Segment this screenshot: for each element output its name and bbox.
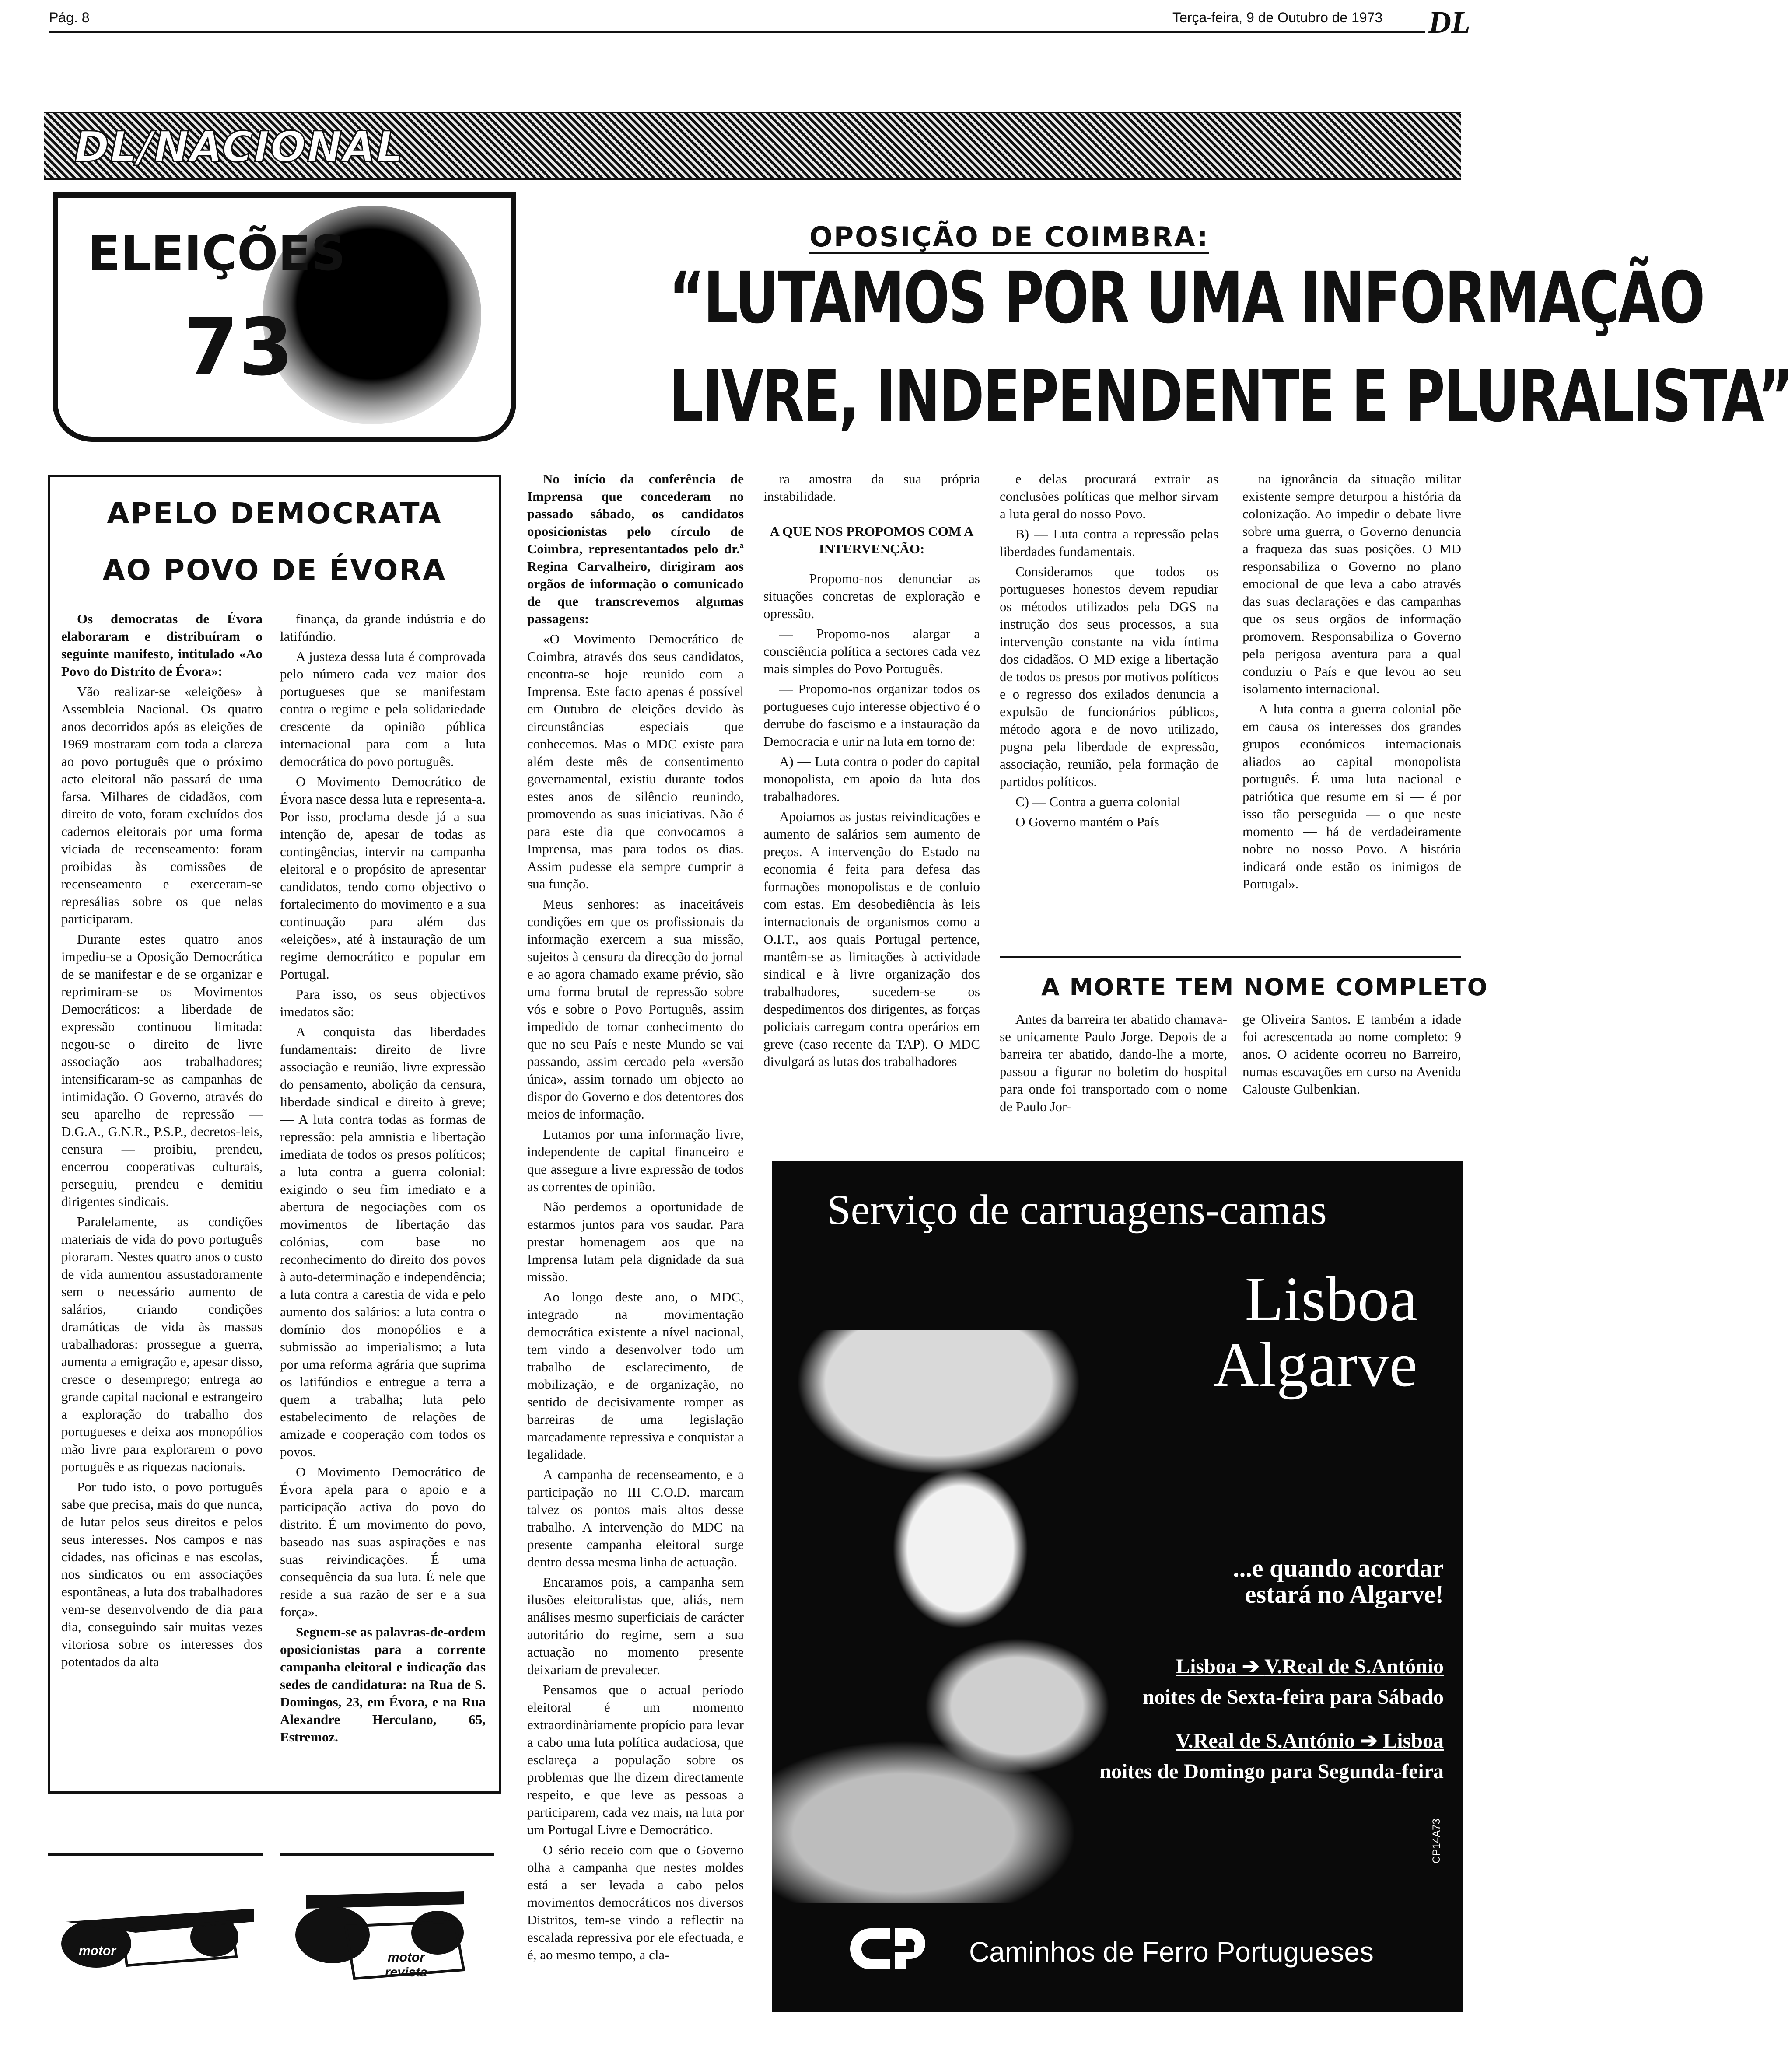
story-column-3: [1000, 470, 1218, 943]
race-car-icon: [280, 1856, 494, 2005]
motor-label: motor: [79, 1944, 116, 1958]
paragraph: Lutamos por uma informação livre, independente de capital financeiro e que assegure a livre expressão de todos as correntes de opinião.: [527, 1126, 744, 1194]
brief-paragraph-2: ge Oliveira Santos. E também a idade foi acrescentada ao nome completo: 9 anos. O acidente ocorreu no Barreiro, numas escavações em curso na Avenida Calouste Gulbenkian.: [1242, 1011, 1461, 1097]
motor-word: motor: [387, 1950, 425, 1965]
arrow-right-icon: ➔: [1355, 1729, 1383, 1752]
issue-date: Terça-feira, 9 de Outubro de 1973: [1172, 10, 1383, 25]
paragraph: A justeza dessa luta é comprovada pelo número cada vez maior dos portugueses que se manifestam contra o regime e pela solidariedade crescente da opinião pública internacional para com a luta democrática do povo português.: [280, 649, 486, 769]
paragraph: Durante estes quatro anos impediu-se a Oposição Democrática de se manifestar e de se organizar e reprimiram-se os Movimentos Democráticos: a liberdade de expressão continuou limitada: negou-se o direito de livre associação aos trabalhadores; intensificaram-se as campanhas de intimidação. O Governo, através do seu aparelho de repressão — D.G.A., G.N.R., P.S.P., decretos-leis, censura — proibiu, prendeu, encerrou cooperativas culturais, perseguiu, prendeu e demitiu dirigentes sindicais.: [61, 931, 262, 1209]
paragraph: na ignorância da situação militar existente sempre deturpou a história da colonização. Ao impedir o debate livre sobre uma guerra, o Governo denuncia a fraqueza das suas posições. O MD responsabiliza o Governo no plano emocional de que leva a cabo através das suas declarações e das campanhas que os seus orgãos de informação promovem. Responsabiliza o Governo pela perigosa aventura para a qual conduziu o País e que levou ao seu isolamento internacional.: [1242, 471, 1461, 696]
paragraph: Por tudo isto, o povo português sabe que precisa, mais do que nunca, de lutar pelos seus direitos e pelos seus interesses. Nos campos e nas cidades, nas oficinas e nas escolas, nos sindicatos ou em associações espontâneas, a luta dos trabalhadores vem-se desenvolvendo de dia para dia, conseguindo sair muitas vezes vitoriosa sobre os interesses dos potentados da alta: [61, 1479, 262, 1669]
brief-column-2: [1242, 1011, 1461, 1142]
revista-word: revista: [385, 1965, 427, 1979]
ad-photo: [772, 1330, 1210, 1903]
story-column-1: [527, 470, 744, 2008]
paragraph: A) — Luta contra o poder do capital monopolista, em apoio da luta dos trabalhadores.: [763, 754, 980, 804]
headline-line-1: “LUTAMOS POR UMA INFORMAÇÃO: [668, 257, 1704, 339]
elections-word: ELEIÇÕES: [88, 225, 346, 281]
ad-city-2: Algarve: [1213, 1330, 1418, 1400]
paragraph: Vão realizar-se «eleições» à Assembleia Nacional. Os quatro anos decorridos após as eleições de 1969 mostraram com toda a clareza ao povo português que o próximo acto eleitoral não passará de uma farsa. Milhares de cidadãos, com direito de voto, foram excluídos dos cadernos eleitorais por uma forma viciada de recenseamento: foram proibidas às comissões de recenseamento e exerceram-se represálias sobre os que nelas participaram.: [61, 684, 262, 927]
ad-route-1-days: noites de Sexta-feira para Sábado: [1143, 1685, 1444, 1709]
paragraph: O Movimento Democrático de Évora apela para o apoio e a participação activa do povo do distrito. É um movimento do povo, baseado nas suas aspirações e nas suas reivindicações. É uma consequência da sua luta. É nele que reside a sua razão de ser e a sua força».: [280, 1464, 486, 1619]
paragraph: B) — Luta contra a repressão pelas liberdades fundamentais.: [1000, 526, 1218, 559]
paragraph: O Movimento Democrático de Évora nasce dessa luta e representa-a. Por isso, proclama desde já a sua intenção de, apesar de todas as contingências, intervir na campanha eleitoral e o propósito de apresentar candidatos, tendo como objectivo o fortalecimento do movimento e a sua continuação para além das «eleições», até à instauração de um regime democrático e popular em Portugal.: [280, 774, 486, 982]
motor-ad-1: [48, 1853, 262, 2011]
race-car-icon: [48, 1856, 262, 2005]
ad-route-1: [1006, 1651, 1444, 1682]
route-2-from: V.Real de S.António: [1176, 1729, 1355, 1752]
apelo-title-line-1: APELO DEMOCRATA: [107, 497, 442, 530]
ad-tagline-line-2: estará no Algarve!: [1245, 1580, 1444, 1608]
paragraph: Encaramos pois, a campanha sem ilusões eleitoralistas que, aliás, nem análises mesmo superficiais de carácter autoritário do regime, sem a sua actuação no momento presente deixariam de prevalecer.: [527, 1574, 744, 1677]
paragraph: Pensamos que o actual período eleitoral é um momento extraordinàriamente propício para levar a cabo uma luta política audaciosa, que esclareça a população sobre os problemas que lhe dizem directamente respeito, e que leve as pessoas a participarem, cada vez mais, na luta por um Portugal Livre e Democrático.: [527, 1682, 744, 1837]
newspaper-logo: DL: [1428, 5, 1470, 40]
paragraph: Os democratas de Évora elaboraram e distribuíram o seguinte manifesto, intitulado «Ao Povo do Distrito de Évora»:: [61, 611, 262, 679]
headline-line-2: LIVRE, INDEPENDENTE E PLURALISTA”: [668, 356, 1792, 438]
paragraph: e delas procurará extrair as conclusões políticas que melhor sirvam a luta geral do nosso Povo.: [1000, 471, 1218, 521]
ad-route-2-days: noites de Domingo para Segunda-feira: [1099, 1760, 1444, 1783]
ad-tagline: [1006, 1555, 1444, 1608]
apelo-column-1: [61, 610, 262, 1783]
paragraph: Apoiamos as justas reivindicações e aumento de salários sem aumento de preços. A intervenção do Estado na economia é feita para defesa das formações monopolistas e de conluio com estas. Em desobediência às leis internacionais de organismos como a O.I.T., aos quais Portugal pertence, mantêm-se as limitações à actividade sindical e à livre organização dos trabalhadores, sucedem-se os despedimentos dos dirigentes, as forças policiais carregam contra operários em greve (caso recente da TAP). O MDC divulgará as lutas dos trabalhadores: [763, 809, 980, 1069]
brief-rule: [1000, 956, 1461, 958]
section-title: DL/NACIONAL: [74, 122, 404, 171]
motor-revista-label: [385, 1950, 427, 1980]
paragraph: A campanha de recenseamento, e a participação no III C.O.D. marcam talvez os pontos mais altos desse trabalho. A intervenção do MDC na presente campanha eleitoral surge dentro dessa mesma linha de actuação.: [527, 1467, 744, 1570]
motor-ad-2: [280, 1853, 494, 2011]
story-headline: [668, 249, 1792, 446]
ad-title: Serviço de carruagens-camas: [827, 1186, 1327, 1234]
brief-paragraph-1: Antes da barreira ter abatido chamava-se unicamente Paulo Jorge. Depois de a barreira ter abatido, dando-lhe a morte, passou a figurar no boletim do hospital para onde foi transportado com o nome de Paulo Jor-: [1000, 1011, 1227, 1114]
paragraph: Para isso, os seus objectivos imedatos são:: [280, 986, 486, 1019]
route-1-from: Lisboa: [1176, 1655, 1237, 1678]
paragraph: Consideramos que todos os portugueses honestos devem repudiar os métodos utilizados pela DGS na instrução dos seus processos, a sua intervenção constante na vida íntima dos cidadãos. O MD exige a libertação de todos os presos por motivos políticos e o regresso dos exilados denuncia a expulsão de funcionários públicos, método agora e de novo utilizado, pugna pela liberdade de expressão, associação, reunião, pela formação de partidos políticos.: [1000, 564, 1218, 789]
brief-title: A MORTE TEM NOME COMPLETO: [1041, 973, 1488, 1001]
subheading: A QUE NOS PROPOMOS COM A INTERVENÇÃO:: [770, 524, 974, 556]
page-number: Pág. 8: [49, 10, 90, 25]
paragraph: Meus senhores: as inaceitáveis condições em que os profissionais da informação exercem a sua missão, sujeitos à censura da direcção do jornal e ao agora chamado exame prévio, são uma forma brutal de repressão sobre vós e sobre o Povo Português, assim impedido de tomar conhecimento do que no seu País e neste Mundo se vai passando, assim cercado pela «versão única», assim tornado um objecto ao dispor do Governo e dos detentores dos meios de informação.: [527, 896, 744, 1122]
elections-number: 73: [184, 302, 294, 393]
paragraph: «O Movimento Democrático de Coimbra, através dos seus candidatos, encontra-se hoje reunido com a Imprensa. Este facto apenas é possível em Outubro de eleições devido às circunstâncias especiais que conhecemos. Mas o MDC existe para além deste mês de consentimento governamental, existiu durante todos estes anos de silêncio reunindo, promovendo as suas iniciativas. Não é para este dia que convocamos a Imprensa, mas para todos os dias. Assim pudesse ela sempre cumprir a sua função.: [527, 631, 744, 892]
ad-code: CP14A73: [1431, 1818, 1442, 1864]
paragraph: A conquista das liberdades fundamentais: direito de livre associação e reunião, livre expressão do pensamento, abolição da censura, liberdade sindical e direito à greve; — A luta contra todas as formas de repressão: pela amnistia e libertação imediata de todos os presos políticos; a luta contra a guerra colonial: exigindo o seu fim imediato e a abertura de negociações com os movimentos de libertação das colónias, com base no reconhecimento do direito dos povos à auto-determinação e independência; a luta contra a carestia de vida e pelo aumento dos salários: a luta contra o domínio dos monopólios e a submissão ao imperialismo; a luta por uma reforma agrária que suprima os latifúndios e entregue a terra a quem a trabalha; luta pelo estabelecimento de relações de amizade e cooperação com todos os povos.: [280, 1024, 486, 1459]
apelo-title-line-2: AO POVO DE ÉVORA: [102, 553, 447, 587]
paragraph: No início da conferência de Imprensa que concederam no passado sábado, os candidatos oposicionistas pelo círculo de Coimbra, representantados pelo dr.ª Regina Carvalheiro, dirigiram aos orgãos de informação o comunicado de que transcrevemos algumas passagens:: [527, 471, 744, 626]
story-column-2: [763, 470, 980, 1126]
paragraph: Ao longo deste ano, o MDC, integrado na movimentação democrática existente a nível nacional, tem vindo a desenvolver todo um trabalho de esclarecimento, de mobilização, e de organização, no sentido de decisivamente romper as barreiras de uma legislação marcadamente repressiva e conquistar a legalidade.: [527, 1289, 744, 1462]
story-kicker: OPOSIÇÃO DE COIMBRA:: [809, 221, 1209, 253]
paragraph: Não perdemos a oportunidade de estarmos juntos para vos saudar. Para prestar homenagem aos que na Imprensa lutam pela dignidade da sua missão.: [527, 1199, 744, 1284]
paragraph: C) — Contra a guerra colonial: [1015, 794, 1181, 809]
ad-city-1: Lisboa: [1245, 1264, 1418, 1334]
ad-brand: Caminhos de Ferro Portugueses: [969, 1936, 1374, 1968]
brief-column-1: [1000, 1011, 1227, 1142]
apelo-column-2: [280, 610, 486, 1783]
paragraph: ra amostra da sua própria instabilidade.: [763, 471, 980, 504]
paragraph: O sério receio com que o Governo olha a campanha que nestes moldes está a ser levada a cabo pelos movimentos democráticos nos diversos Distritos, tem-se vindo a reflectir na escalada repressiva por ele efectuada, e é, ao mesmo tempo, a cla-: [527, 1842, 744, 1962]
arrow-right-icon: ➔: [1236, 1655, 1265, 1678]
header-rule: [49, 31, 1425, 33]
paragraph: O Governo mantém o País: [1015, 814, 1159, 829]
paragraph: — Propomo-nos denunciar as situações concretas de exploração e opressão.: [763, 571, 980, 621]
ad-route-2: [1006, 1726, 1444, 1756]
paragraph: — Propomo-nos alargar a consciência política a sectores cada vez mais simples do Povo Português.: [763, 626, 980, 676]
paragraph: finança, da grande indústria e do latifúndio.: [280, 611, 486, 644]
ad-schedule: [1006, 1651, 1444, 1787]
route-1-to: V.Real de S.António: [1264, 1655, 1444, 1678]
route-2-to: Lisboa: [1383, 1729, 1444, 1752]
paragraph: — Propomo-nos organizar todos os portugueses cujo interesse objectivo é o derrube do fascismo e a instauração da Democracia e unir na luta em torno de:: [763, 681, 980, 749]
paragraph: Seguem-se as palavras-de-ordem oposicionistas para a corrente campanha eleitoral e indicação das sedes de candidatura: na Rua de S. Domingos, 23, em Évora, e na Rua Alexandre Herculano, 65, Estremoz.: [280, 1624, 486, 1745]
paragraph: A luta contra a guerra colonial põe em causa os interesses dos grandes grupos económicos internacionais aliados ao capital monopolista português. É uma luta nacional e patriótica que resume em si — é por isso tão perseguida — o que neste momento — há de verdadeiramente nobre no nosso Povo. A história indicará onde estão os inimigos de Portugal».: [1242, 701, 1461, 892]
paragraph: Paralelamente, as condições materiais de vida do povo português pioraram. Nestes quatro anos o custo de vida aumentou assustadoramente sem o necessário aumento de salários, criando condições dramáticas de vida às massas trabalhadoras: prossegue a guerra, aumenta a emigração e, apesar disso, cresce o desemprego; entrega ao grande capital nacional e estrangeiro a exploração do trabalho dos portugueses e deixa aos monopólios mão livre para explorarem o povo português e as riquezas nacionais.: [61, 1214, 262, 1474]
story-column-4: [1242, 470, 1461, 943]
ad-tagline-line-1: ...e quando acordar: [1233, 1554, 1444, 1582]
cp-logo-icon: [849, 1925, 932, 1973]
